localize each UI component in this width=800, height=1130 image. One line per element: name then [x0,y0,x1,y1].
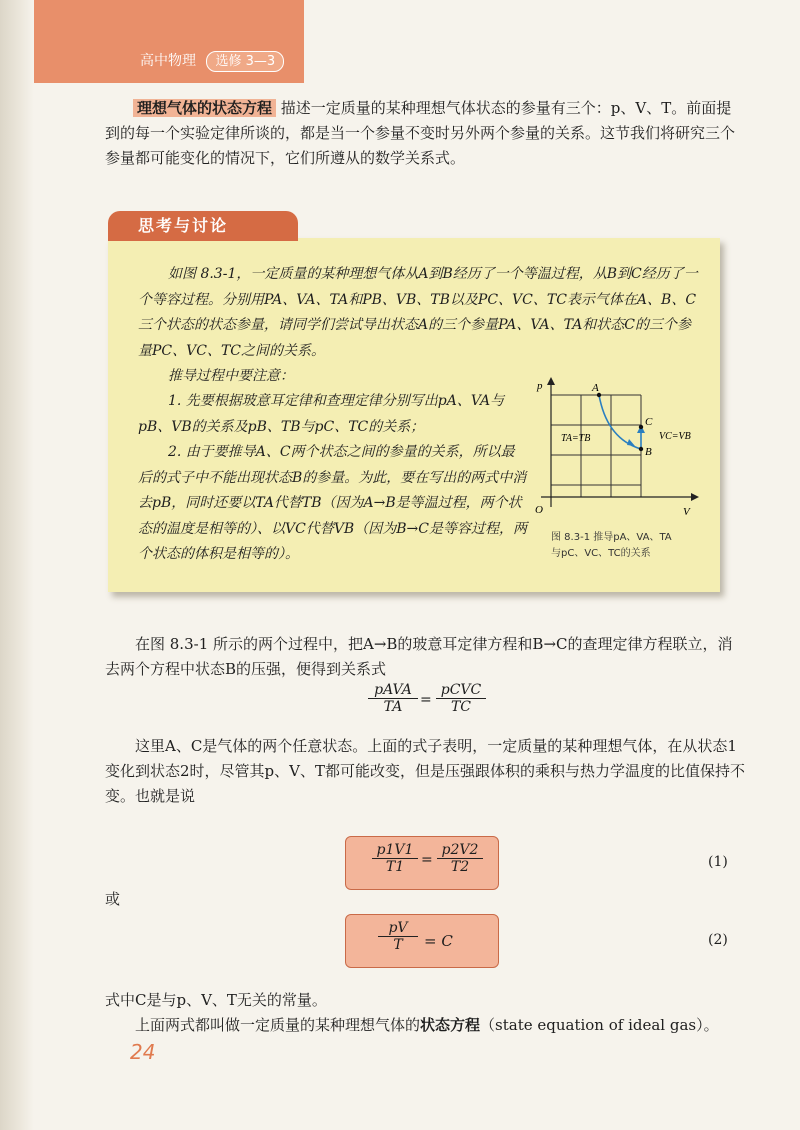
page-number: 24 [130,1040,156,1064]
figure-caption-line-1: 图 8.3-1 推导pA、VA、TA [551,532,672,543]
body-paragraph-4-end: （state equation of ideal gas）。 [480,1016,719,1034]
point-b-dot [639,447,643,451]
think-paragraph-3: 1. 先要根据玻意耳定律和查理定律分别写出pA、VA与pB、VB的关系及pB、TB与pC、TC的关系； [138,393,505,435]
grid [551,395,641,497]
body-paragraph-4 [105,1013,755,1038]
isotherm-note: TA=TB [561,433,591,444]
running-header [140,50,284,72]
eq1-left-fraction [372,842,418,875]
eq1-right-denominator: T2 [437,858,483,875]
equation-2-number: (2) [708,932,728,948]
isotherm-curve [599,395,641,449]
eq0-right-fraction [436,682,486,715]
eq1-equals: = [421,852,433,868]
intro-text: 描述一定质量的某种理想气体状态的参量有三个：p、V、T。前面提到的每一个实验定律所谈的，都是当一个参量不变时另外两个参量的关系。这节我们将研究三个参量都可能变化的情况下，它们所遵从的数学关系式。 [105,99,736,167]
think-paragraph-4: 2. 由于要推导A、C两个状态之间的参量的关系，所以最后的式子中不能出现状态B的参量。为此，要在写出的两式中消去pB，同时还要以TA代替TB（因为A→B是等温过程，两个状态的温度是相等的）、以VC代替VB（因为B→C是等容过程，两个状态的体积是相等的）。 [138,444,527,562]
point-b-label: B [645,446,652,458]
eq0-right-numerator: pCVC [440,682,482,698]
eq0-equals: = [420,692,432,708]
eq2-denominator: T [378,936,418,953]
eq2-fraction [378,920,418,953]
header-badge: 选修 3—3 [206,51,284,72]
body-paragraph-3: 式中C是与p、V、T无关的常量。 [105,991,327,1009]
eq0-left-fraction [368,682,418,715]
eq2-right-side: = C [424,932,453,950]
eq1-right-fraction [437,842,483,875]
eq0-left-numerator: pAVA [374,682,412,698]
intro-paragraph [105,96,745,171]
isochore-note: VC=VB [659,431,691,442]
point-a-label: A [592,382,599,394]
eq2-numerator: pV [388,920,408,936]
figure-caption [551,530,691,562]
point-c-label: C [645,416,653,428]
eq0-right-denominator: TC [436,698,486,715]
think-discuss-title: 思考与讨论 [108,211,298,241]
body-paragraph-4-start: 上面两式都叫做一定质量的某种理想气体的 [135,1016,421,1034]
isotherm-arrow [627,439,635,446]
origin-label: O [535,504,543,516]
think-paragraph-2: 推导过程中要注意： [168,368,294,384]
section-keyword: 理想气体的状态方程 [133,99,276,117]
axis-p-label: p [537,380,543,392]
body-paragraph-1: 在图 8.3-1 所示的两个过程中，把A→B的玻意耳定律方程和B→C的查理定律方程联立，消去两个方程中状态B的压强，便得到关系式 [105,635,733,678]
book-spine-shadow [0,0,34,1130]
point-c-dot [639,425,643,429]
eq0-left-denominator: TA [368,698,418,715]
axis-v-label: V [683,506,690,518]
or-word: 或 [105,890,121,908]
body-paragraph-2: 这里A、C是气体的两个任意状态。上面的式子表明，一定质量的某种理想气体，在从状态1变化到状态2时，尽管其p、V、T都可能改变，但是压强跟体积的乘积与热力学温度的比值保持不变。也就是说 [105,737,745,805]
equation-1-number: (1) [708,854,728,870]
v-axis-arrow [691,493,699,501]
pv-diagram [531,375,711,525]
figure-caption-line-2: 与pC、VC、TC的关系 [551,548,651,559]
eq1-right-numerator: p2V2 [441,842,479,858]
equation-2-box [345,914,499,968]
p-axis-arrow [547,377,555,385]
think-paragraph-1: 如图 8.3-1，一定质量的某种理想气体从A到B经历了一个等温过程，从B到C经历了一个等容过程。分别用PA、VA、TA和PB、VB、TB以及PC、VC、TC表示气体在A、B、C三个状态的状态参量，请同学们尝试导出状态A的三个参量PA、VA、TA和状态C的三个参量PC、VC、TC之间的关系。 [138,266,698,359]
eq1-left-denominator: T1 [372,858,418,875]
eq1-left-numerator: p1V1 [376,842,414,858]
header-title: 高中物理 [140,53,196,69]
state-equation-term: 状态方程 [420,1016,481,1034]
